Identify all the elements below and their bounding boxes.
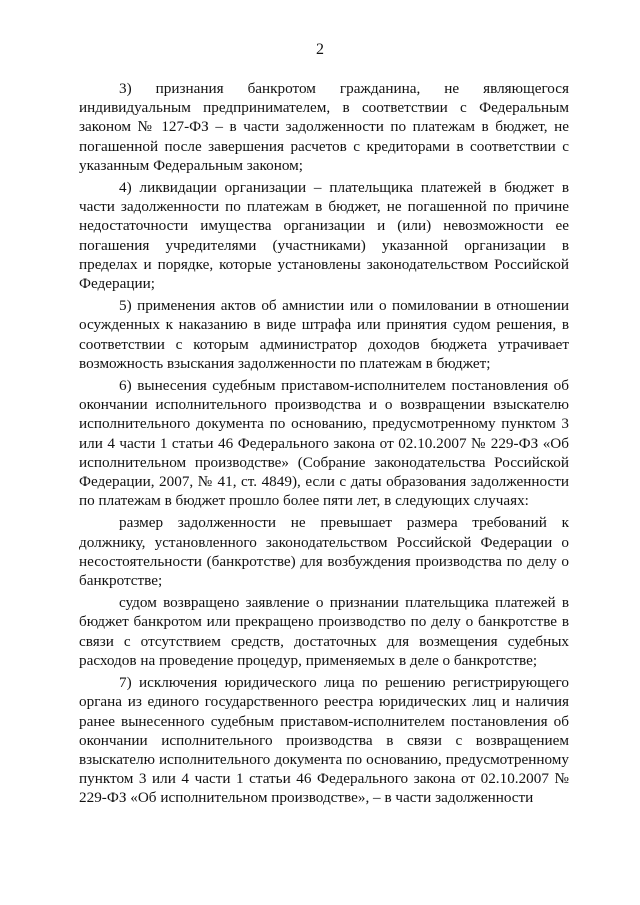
paragraph-case-court-returned: судом возвращено заявление о признании плательщика платежей в бюджет банкротом или прекращено производство по делу о банкротстве в связи с отсутствием средств, достаточных для возмещения судебных расходов на проведение процедур, применяемых в деле о банкротстве; (79, 594, 569, 669)
paragraph-case-debt-size: размер задолженности не превышает размера требований к должнику, установленного законодательством Российской Федерации о несостоятельности (банкротстве) для возбуждения производства по делу о банкротстве; (79, 514, 569, 590)
paragraph-item-7: 7) исключения юридического лица по решению регистрирующего органа из единого государственного реестра юридических лиц и наличия ранее вынесенного судебным приставом-исполнителем постановления об окончании исполнительного производства в связи с возвращением взыскателю исполнительного документа по основанию, предусмотренному пунктом 3 или 4 части 1 статьи 46 Федерального закона от 02.10.2007 № 229-ФЗ «Об исполнительном производстве», – в части задолженности (79, 674, 569, 807)
page-number: 2 (316, 41, 324, 58)
paragraph-item-3: 3) признания банкротом гражданина, не являющегося индивидуальным предпринимателем, в соответствии с Федеральным законом № 127-ФЗ – в части задолженности по платежам в бюджет, не погашенной после завершения расчетов с кредиторами в соответствии с указанным Федеральным законом; (79, 80, 569, 174)
document-body (79, 79, 569, 808)
paragraph-item-5: 5) применения актов об амнистии или о помиловании в отношении осужденных к наказанию в виде штрафа или принятия судом решения, в соответствии с которым администратор доходов бюджета утрачивает возможность взыскания задолженности по платежам в бюджет; (79, 297, 569, 372)
paragraph-item-6: 6) вынесения судебным приставом-исполнителем постановления об окончании исполнительного производства и о возвращении взыскателю исполнительного документа по основанию, предусмотренному пунктом 3 или 4 части 1 статьи 46 Федерального закона от 02.10.2007 № 229-ФЗ «Об исполнительном производстве» (Собрание законодательства Российской Федерации, 2007, № 41, ст. 4849), если с даты образования задолженности по платежам в бюджет прошло более пяти лет, в следующих случаях: (79, 377, 569, 510)
paragraph-item-4: 4) ликвидации организации – плательщика платежей в бюджет в части задолженности по платежам в бюджет, не погашенной по причине недостаточности имущества организации и (или) невозможности ее погашения учредителями (участниками) указанной организации в пределах и порядке, которые установлены законодательством Российской Федерации; (79, 179, 569, 293)
